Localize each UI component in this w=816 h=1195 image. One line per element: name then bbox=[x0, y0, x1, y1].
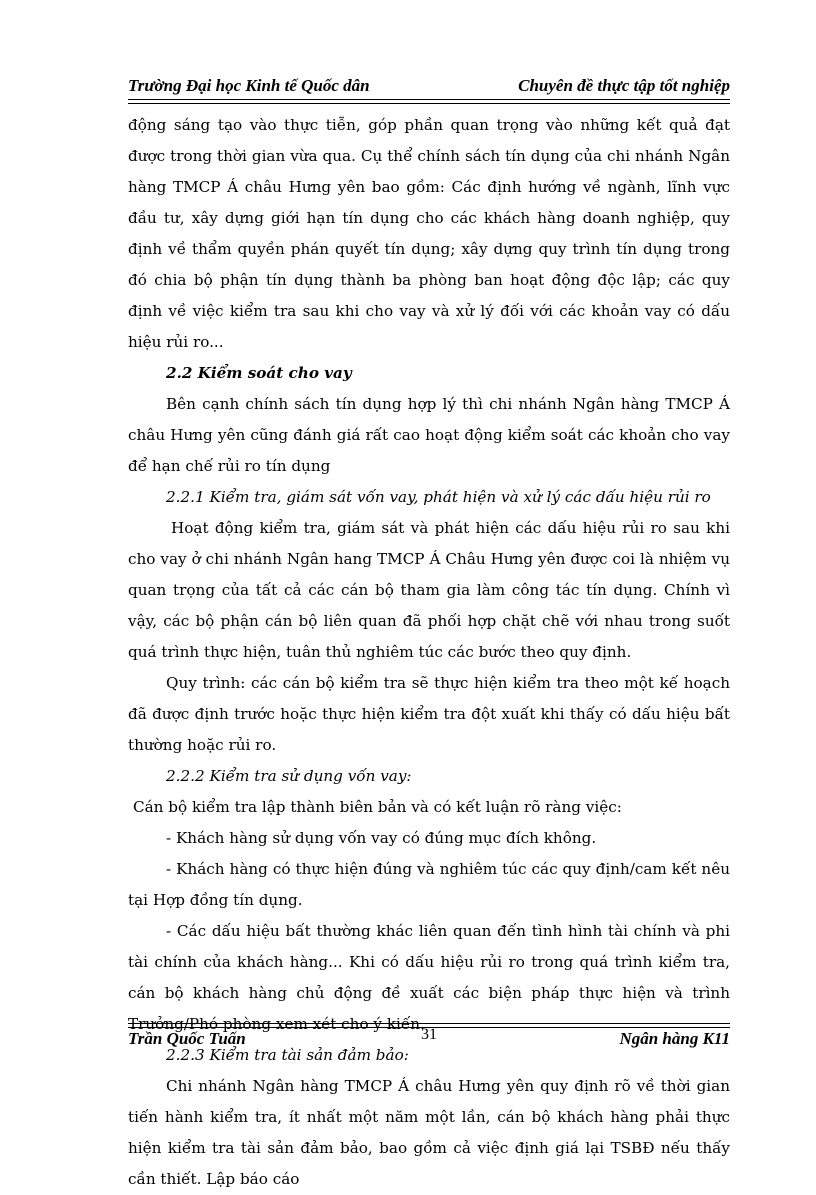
list-item: - Các dấu hiệu bất thường khác liên quan đến tình hình tài chính và phi tài chính của khách hàng... Khi có dấu hiệu rủi ro trong quá trình kiểm tra, cán bộ khách hàng chủ động đề xuất các biện pháp thực hiện và trình Trưởng/Phó phòng xem xét cho ý kiến. bbox=[128, 922, 730, 1033]
paragraph: Cán bộ kiểm tra lập thành biên bản và có kết luận rõ ràng việc: bbox=[133, 798, 622, 816]
header-right: Chuyên đề thực tập tốt nghiệp bbox=[518, 76, 730, 95]
header-rule bbox=[128, 99, 730, 100]
page-footer bbox=[128, 1026, 730, 1050]
list-item: - Khách hàng có thực hiện đúng và nghiêm túc các quy định/cam kết nêu tại Hợp đồng tín dụng. bbox=[128, 860, 730, 909]
section-heading-2-2-3: 2.2.3 Kiểm tra tài sản đảm bảo: bbox=[166, 1046, 409, 1064]
section-heading-2-2-1: 2.2.1 Kiểm tra, giám sát vốn vay, phát hiện và xử lý các dấu hiệu rủi ro bbox=[166, 488, 711, 506]
footer-right: Ngân hàng K11 bbox=[619, 1029, 730, 1048]
paragraph: động sáng tạo vào thực tiễn, góp phần quan trọng vào những kết quả đạt được trong thời gian vừa qua. Cụ thể chính sách tín dụng của chi nhánh Ngân hàng TMCP Á châu Hưng yên bao gồm: Các định hướng về ngành, lĩnh vực đầu tư, xây dựng giới hạn tín dụng cho các khách hàng doanh nghiệp, quy định về thẩm quyền phán quyết tín dụng; xây dựng quy trình tín dụng trong đó chia bộ phận tín dụng thành ba phòng ban hoạt động độc lập; các quy định về việc kiểm tra sau khi cho vay và xử lý đối với các khoản vay có dấu hiệu rủi ro... bbox=[128, 116, 730, 351]
page-header bbox=[128, 74, 730, 98]
paragraph: Chi nhánh Ngân hàng TMCP Á châu Hưng yên quy định rõ về thời gian tiến hành kiểm tra, ít nhất một năm một lần, cán bộ khách hàng phải thực hiện kiểm tra tài sản đảm bảo, bao gồm cả việc định giá lại TSBĐ nếu thấy cần thiết. Lập báo cáo bbox=[128, 1077, 730, 1188]
header-left: Trường Đại học Kinh tế Quốc dân bbox=[128, 76, 370, 95]
section-heading-2-2-2: 2.2.2 Kiểm tra sử dụng vốn vay: bbox=[166, 767, 412, 785]
list-item: - Khách hàng sử dụng vốn vay có đúng mục đích không. bbox=[166, 829, 597, 847]
paragraph: Quy trình: các cán bộ kiểm tra sẽ thực hiện kiểm tra theo một kế hoạch đã được định trước hoặc thực hiện kiểm tra đột xuất khi thấy có dấu hiệu bất thường hoặc rủi ro. bbox=[128, 674, 730, 754]
paragraph: Hoạt động kiểm tra, giám sát và phát hiện các dấu hiệu rủi ro sau khi cho vay ở chi nhánh Ngân hang TMCP Á Châu Hưng yên được coi là nhiệm vụ quan trọng của tất cả các cán bộ tham gia làm công tác tín dụng. Chính vì vậy, các bộ phận cán bộ liên quan đã phối hợp chặt chẽ với nhau trong suốt quá trình thực hiện, tuân thủ nghiêm túc các bước theo quy định. bbox=[128, 519, 730, 661]
footer-rule-thin bbox=[128, 1023, 730, 1024]
page-number: 31 bbox=[421, 1026, 437, 1043]
header-rule-thin bbox=[128, 103, 730, 104]
section-heading-2-2: 2.2 Kiểm soát cho vay bbox=[166, 364, 352, 382]
paragraph: Bên cạnh chính sách tín dụng hợp lý thì chi nhánh Ngân hàng TMCP Á châu Hưng yên cũng đánh giá rất cao hoạt động kiểm soát các khoản cho vay để hạn chế rủi ro tín dụng bbox=[128, 395, 730, 475]
footer-author: Trần Quốc Tuấn bbox=[128, 1029, 246, 1048]
